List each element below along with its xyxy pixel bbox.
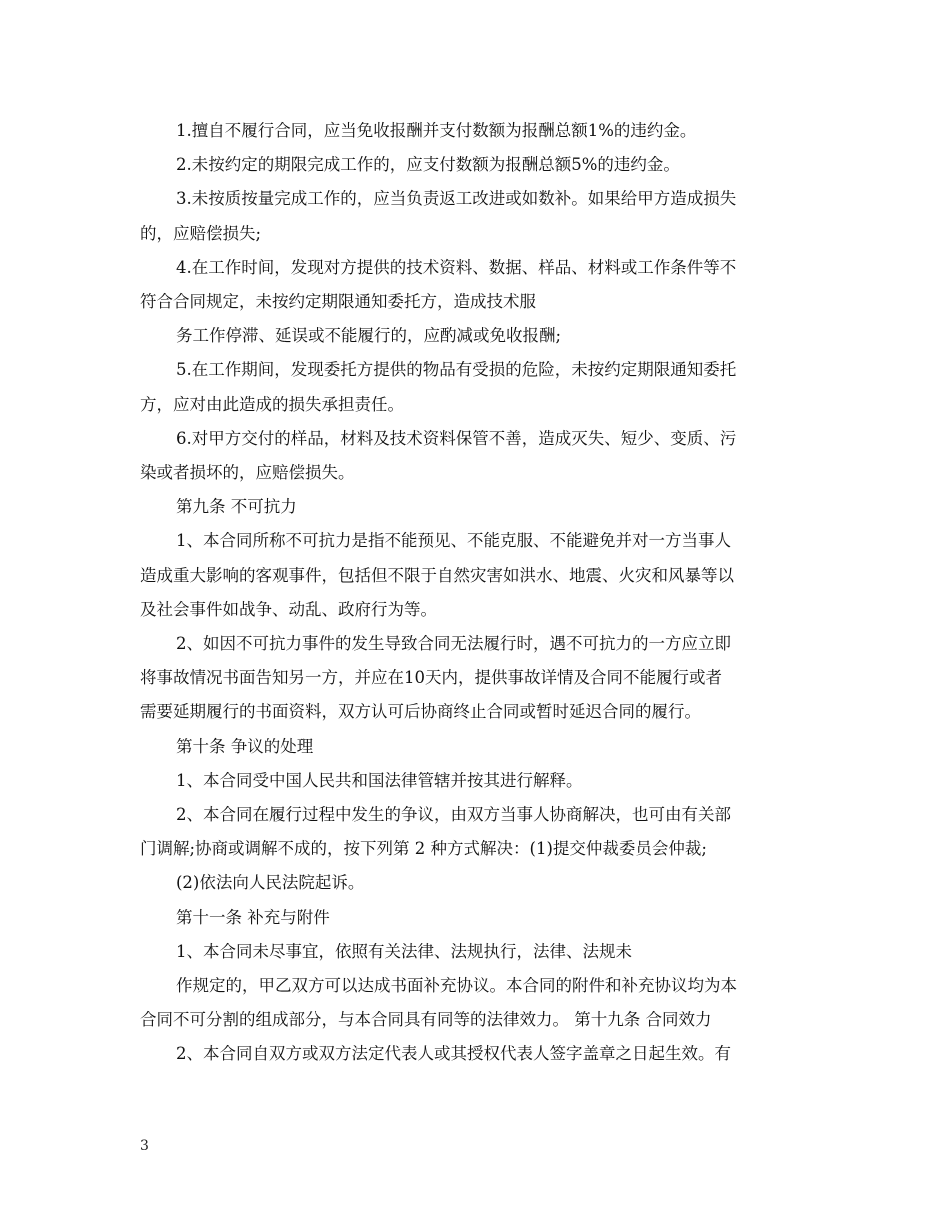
body-line: 及社会事件如战争、动乱、政府行为等。 bbox=[140, 599, 437, 619]
body-line: 造成重大影响的客观事件，包括但不限于自然灾害如洪水、地震、火灾和风暴等以 bbox=[140, 565, 734, 585]
body-line: 1.擅自不履行合同，应当免收报酬并支付数额为报酬总额1%的违约金。 bbox=[176, 121, 697, 140]
body-line: 4.在工作时间，发现对方提供的技术资料、数据、样品、材料或工作条件等不 bbox=[176, 257, 737, 277]
body-line: 1、本合同所称不可抗力是指不能预见、不能克服、不能避免并对一方当事人 bbox=[176, 531, 731, 551]
body-line: 将事故情况书面告知另一方，并应在10天内，提供事故详情及合同不能履行或者 bbox=[140, 668, 722, 688]
body-line: 2、本合同自双方或双方法定代表人或其授权代表人签字盖章之日起生效。有 bbox=[176, 1044, 731, 1064]
body-line: 染或者损坏的，应赔偿损失。 bbox=[140, 463, 355, 483]
body-line: 需要延期履行的书面资料，双方认可后协商终止合同或暂时延迟合同的履行。 bbox=[140, 702, 701, 722]
body-line: 的，应赔偿损失; bbox=[140, 223, 262, 243]
body-line: 第十一条 补充与附件 bbox=[176, 907, 330, 927]
body-line: 1、本合同未尽事宜，依照有关法律、法规执行，法律、法规未 bbox=[176, 941, 632, 961]
body-line: (2)依法向人民法院起诉。 bbox=[176, 873, 365, 893]
document-body bbox=[140, 114, 818, 1072]
body-line: 方，应对由此造成的损失承担责任。 bbox=[140, 394, 404, 414]
body-line: 务工作停滞、延误或不能履行的，应酌减或免收报酬; bbox=[176, 326, 562, 346]
body-line: 第十条 争议的处理 bbox=[176, 736, 314, 756]
body-line: 第九条 不可抗力 bbox=[176, 497, 297, 517]
body-line: 2.未按约定的期限完成工作的，应支付数额为报酬总额5%的违约金。 bbox=[176, 155, 680, 175]
body-line: 2、如因不可抗力事件的发生导致合同无法履行时，遇不可抗力的一方应立即 bbox=[176, 634, 731, 654]
page-number: 3 bbox=[140, 1138, 149, 1154]
body-line: 5.在工作期间，发现委托方提供的物品有受损的危险，未按约定期限通知委托 bbox=[176, 360, 737, 380]
body-line: 门调解;协商或调解不成的，按下列第 2 种方式解决：(1)提交仲裁委员会仲裁; bbox=[140, 839, 707, 859]
body-line: 6.对甲方交付的样品，材料及技术资料保管不善，造成灭失、短少、变质、污 bbox=[176, 428, 737, 448]
body-line: 3.未按质按量完成工作的，应当负责返工改进或如数补。如果给甲方造成损失 bbox=[176, 189, 737, 209]
body-line: 2、本合同在履行过程中发生的争议，由双方当事人协商解决，也可由有关部 bbox=[176, 805, 731, 825]
body-line: 1、本合同受中国人民共和国法律管辖并按其进行解释。 bbox=[176, 770, 583, 790]
body-line: 作规定的，甲乙双方可以达成书面补充协议。本合同的附件和补充协议均为本 bbox=[176, 976, 737, 996]
body-line: 符合合同规定，未按约定期限通知委托方，造成技术服 bbox=[140, 292, 536, 312]
body-line: 合同不可分割的组成部分，与本合同具有同等的法律效力。 第十九条 合同效力 bbox=[140, 1010, 712, 1030]
